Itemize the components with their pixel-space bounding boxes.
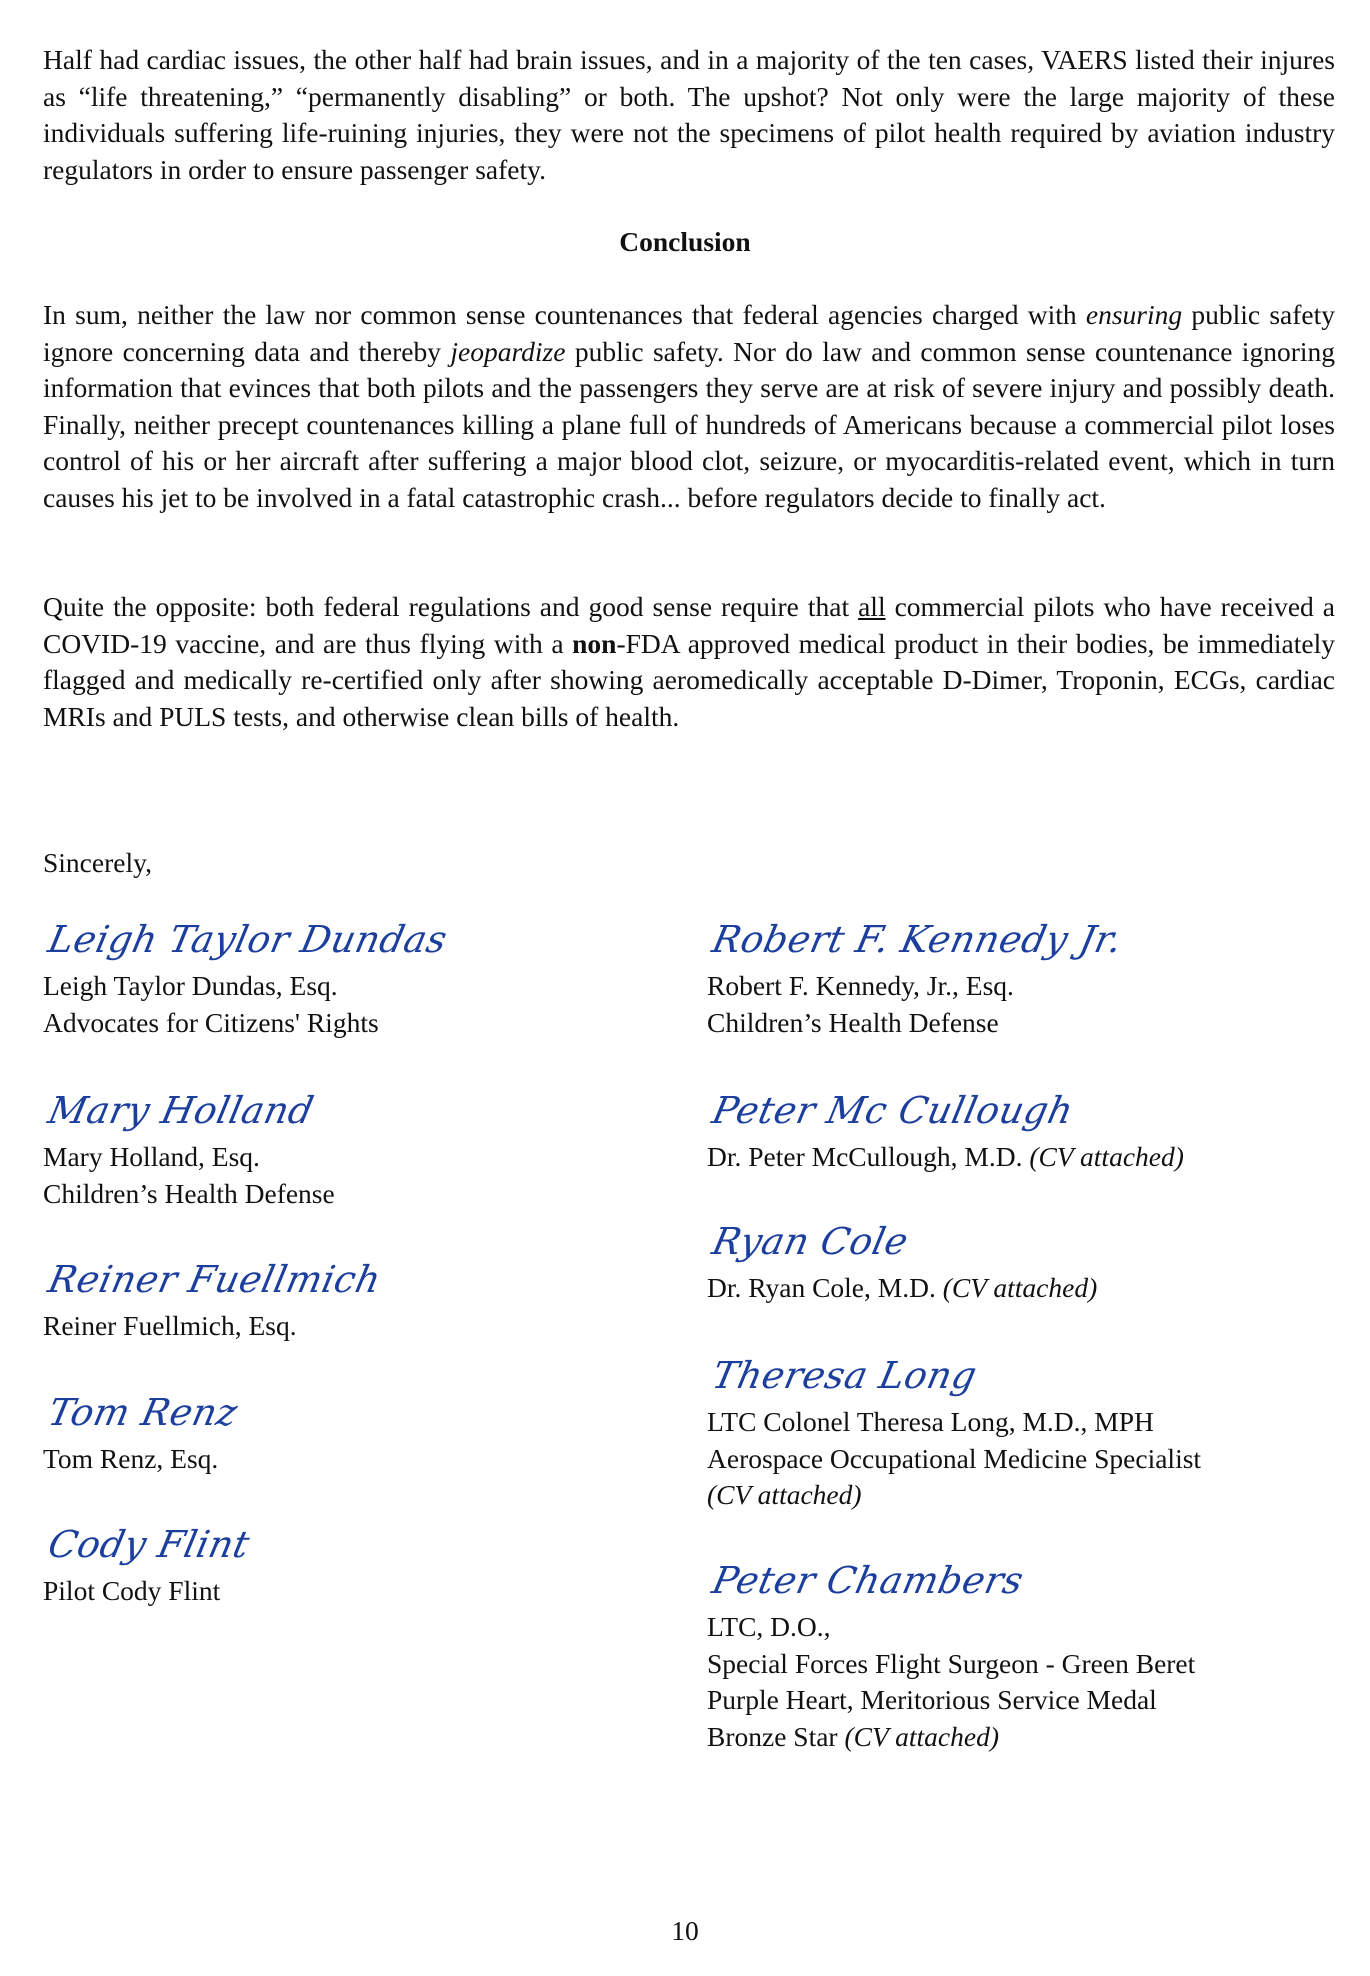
signer-affiliation: Advocates for Citizens' Rights	[43, 1006, 379, 1038]
cv-attached-note: (CV attached)	[707, 1479, 862, 1510]
paragraph-text: Quite the opposite: both federal regulations and good sense require that	[43, 591, 859, 622]
signer-name-line	[707, 1139, 1184, 1176]
underline-all: all	[858, 591, 886, 622]
section-heading-conclusion: Conclusion	[619, 226, 751, 257]
handwritten-signature: Ryan Cole	[708, 1220, 913, 1263]
handwritten-signature: Mary Holland	[44, 1089, 318, 1132]
signer-affiliation: Children’s Health Defense	[707, 1006, 999, 1038]
closing-salutation: Sincerely,	[43, 847, 152, 878]
signer-block	[43, 1517, 254, 1610]
signer-name: LTC, D.O.,	[707, 1611, 831, 1642]
body-paragraph-quite-the-opposite	[43, 589, 1335, 735]
signer-name: Reiner Fuellmich, Esq.	[43, 1310, 297, 1341]
signer-block	[707, 1214, 1097, 1307]
handwritten-signature: Peter Mc Cullough	[708, 1089, 1078, 1132]
cv-attached-note: (CV attached)	[844, 1720, 999, 1752]
signer-block	[43, 1252, 385, 1345]
signer-block	[43, 1385, 242, 1478]
signer-name: Dr. Ryan Cole, M.D.	[707, 1272, 943, 1303]
emphasis-jeopardize: jeopardize	[450, 335, 566, 367]
signer-title: Aerospace Occupational Medicine Specialist	[707, 1442, 1202, 1474]
body-paragraph-vaers: Half had cardiac issues, the other half had brain issues, and in a majority of the ten cases, VAERS listed their injures as “life threatening,” “permanently disabling” or both. The upshot? Not only were the large majority of these individuals suffering life-ruining injuries, they were not the specimens of pilot health required by aviation industry regulators in order to ensure passenger safety.	[43, 44, 1335, 185]
handwritten-signature: Leigh Taylor Dundas	[44, 918, 452, 961]
signer-honors: Purple Heart, Meritorious Service Medal	[707, 1684, 1157, 1715]
signer-name: Tom Renz, Esq.	[43, 1443, 219, 1474]
cv-attached-note: (CV attached)	[942, 1272, 1098, 1303]
signer-name: Dr. Peter McCullough, M.D.	[707, 1141, 1030, 1172]
emphasis-ensuring: ensuring	[1085, 299, 1183, 330]
signer-block	[43, 1083, 335, 1212]
signer-honors-line	[707, 1719, 1195, 1756]
signer-name: Pilot Cody Flint	[43, 1575, 221, 1606]
signer-block	[707, 1083, 1184, 1176]
bold-non: non	[572, 627, 617, 659]
signer-name: Mary Holland, Esq.	[43, 1141, 260, 1172]
handwritten-signature: Tom Renz	[44, 1391, 242, 1434]
paragraph-text: -FDA approved medical product in their bodies, be immediately flagged and medically re-certified only after showing aeromedically acceptable D-Dimer, Troponin, ECGs, cardiac MRIs and PULS tests, and otherwise clean bills of health.	[43, 627, 1335, 732]
signer-honors: Bronze Star	[707, 1720, 845, 1752]
handwritten-signature: Peter Chambers	[708, 1559, 1028, 1602]
body-paragraph-in-sum	[43, 297, 1335, 516]
signer-title: Special Forces Flight Surgeon - Green Beret	[707, 1647, 1196, 1679]
paragraph-text: public safety ignore concerning data and thereby	[43, 299, 1335, 367]
paragraph-text: commercial pilots who have received a COVID-19 vaccine, and are thus flying with a	[43, 591, 1335, 659]
signer-block	[707, 1553, 1195, 1755]
paragraph-text: public safety. Nor do law and common sense countenance ignoring information that evinces that both pilots and the passengers they serve are at risk of severe injury and possibly death. Finally, neither precept countenances killing a plane full of hundreds of Americans because a commercial pilot loses control of his or her aircraft after suffering a major blood clot, seizure, or myocarditis-related event, which in turn causes his jet to be involved in a fatal catastrophic crash... before regulators decide to finally act.	[43, 335, 1335, 513]
signer-block	[43, 912, 452, 1041]
signer-name: LTC Colonel Theresa Long, M.D., MPH	[707, 1406, 1154, 1437]
signer-block	[707, 912, 1127, 1041]
signer-block	[707, 1348, 1201, 1514]
signer-name: Leigh Taylor Dundas, Esq.	[43, 970, 338, 1001]
handwritten-signature: Robert F. Kennedy Jr.	[708, 918, 1127, 961]
handwritten-signature: Cody Flint	[44, 1523, 254, 1566]
signer-name: Robert F. Kennedy, Jr., Esq.	[707, 970, 1014, 1001]
signer-affiliation: Children’s Health Defense	[43, 1177, 335, 1209]
cv-attached-note: (CV attached)	[1029, 1141, 1184, 1172]
handwritten-signature: Reiner Fuellmich	[44, 1258, 385, 1301]
page-number: 10	[671, 1915, 699, 1946]
paragraph-text: In sum, neither the law nor common sense countenances that federal agencies charged with	[43, 299, 1086, 330]
signer-name-line	[707, 1270, 1097, 1307]
handwritten-signature: Theresa Long	[708, 1354, 981, 1397]
